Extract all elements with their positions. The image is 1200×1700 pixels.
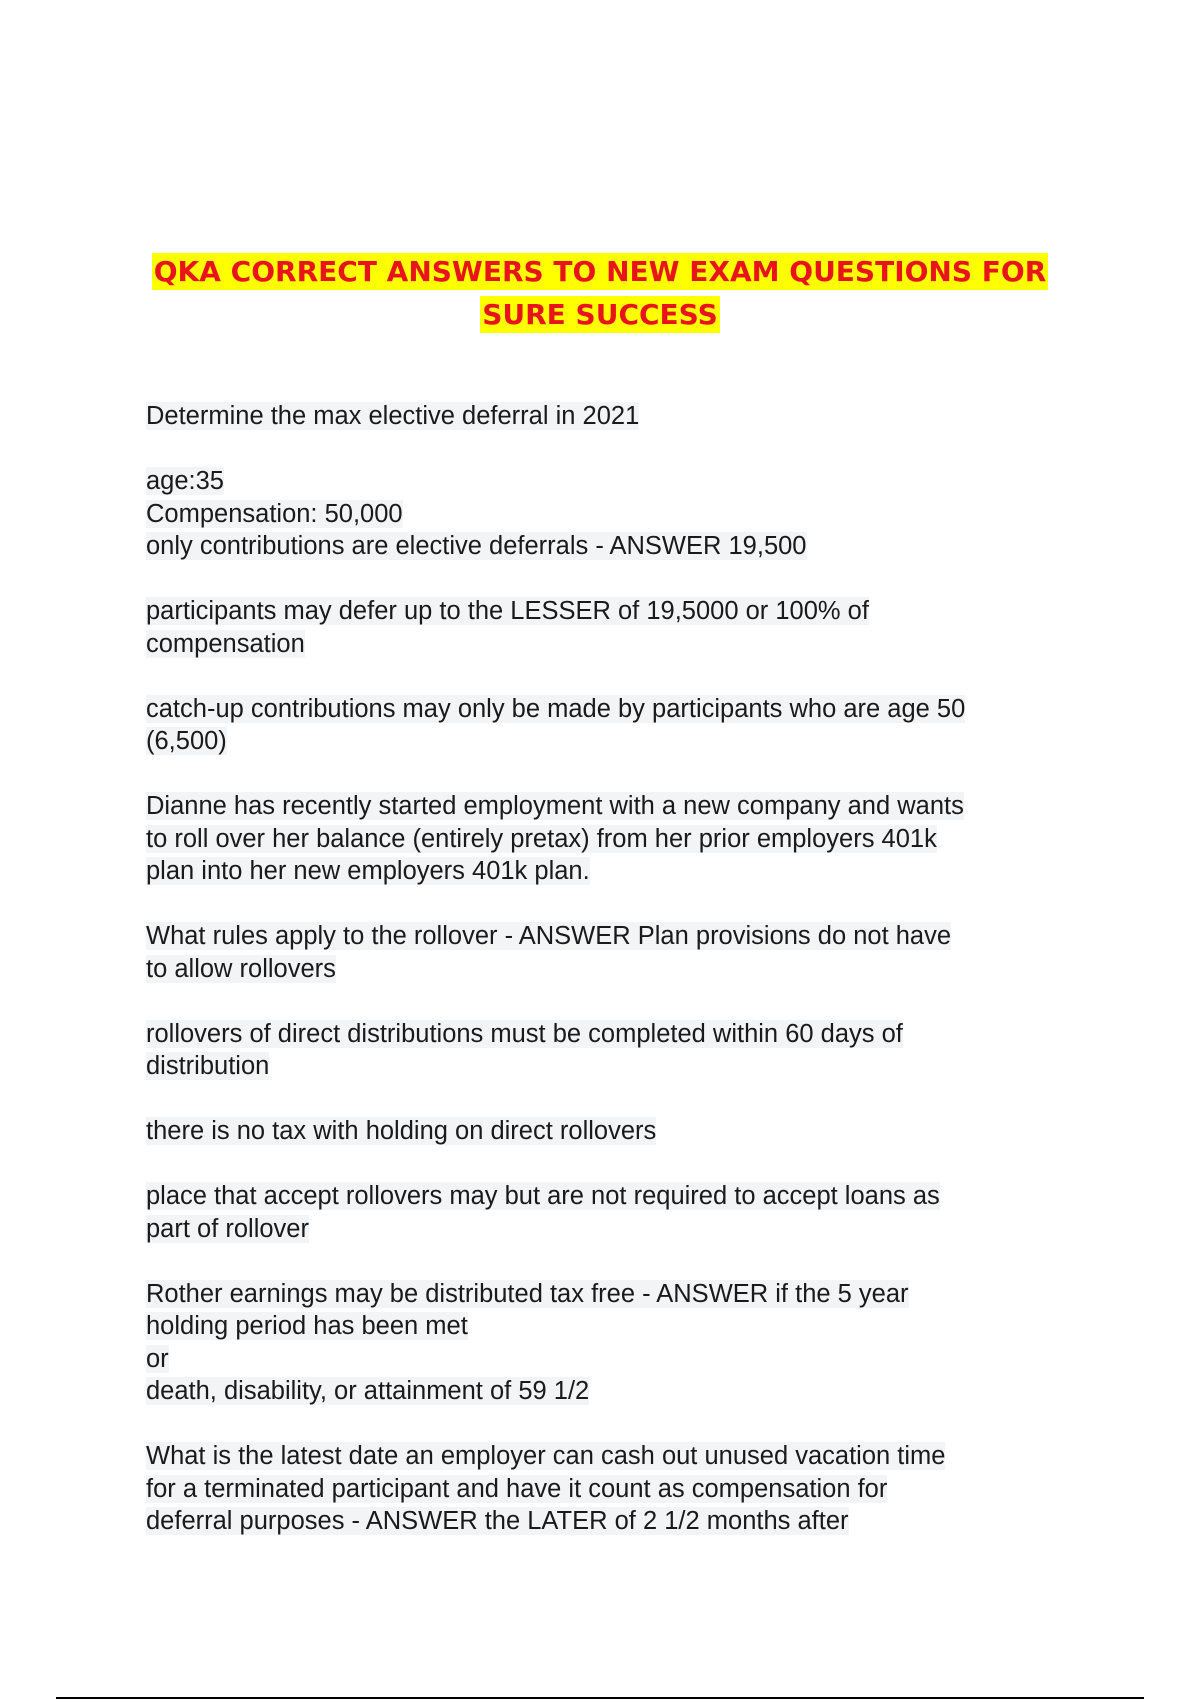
- paragraph: [146, 790, 1076, 888]
- paragraph: [146, 1278, 1076, 1408]
- text-line-content: What rules apply to the rollover - ANSWER Plan provisions do not have: [146, 922, 952, 950]
- text-line: [146, 498, 1076, 531]
- text-line: [146, 790, 1076, 823]
- text-line: [146, 1180, 1076, 1213]
- text-line: [146, 465, 1076, 498]
- text-line-content: deferral purposes - ANSWER the LATER of 2 1/2 months after: [146, 1507, 849, 1535]
- text-line: [146, 855, 1076, 888]
- text-line: [146, 628, 1076, 661]
- paragraph: [146, 400, 1076, 433]
- text-line-content: part of rollover: [146, 1214, 309, 1243]
- paragraph: [146, 693, 1076, 758]
- text-line: [146, 1278, 1076, 1311]
- text-line: [146, 400, 1076, 433]
- paragraph: [146, 1440, 1076, 1538]
- title-line-1: QKA CORRECT ANSWERS TO NEW EXAM QUESTIONS FOR: [153, 255, 1047, 288]
- paragraph: [146, 920, 1076, 985]
- text-line-content: Dianne has recently started employment with a new company and wants: [146, 792, 964, 820]
- text-line-content: What is the latest date an employer can cash out unused vacation time: [146, 1442, 946, 1470]
- text-line: [146, 1375, 1076, 1408]
- text-line: [146, 920, 1076, 953]
- text-line: [146, 530, 1076, 563]
- paragraph: [146, 595, 1076, 660]
- text-line: [146, 1473, 1076, 1506]
- text-line: [146, 1018, 1076, 1051]
- page-bottom-rule: [56, 1697, 1144, 1699]
- text-line-content: age:35: [146, 467, 224, 495]
- text-line-content: distribution: [146, 1052, 270, 1080]
- text-line: [146, 953, 1076, 986]
- text-line-content: to allow rollovers: [146, 954, 336, 983]
- text-line-content: death, disability, or attainment of 59 1/2: [146, 1377, 590, 1405]
- paragraph: [146, 1018, 1076, 1083]
- text-line: [146, 1115, 1076, 1148]
- text-line-content: or: [146, 1344, 169, 1373]
- text-line: [146, 1440, 1076, 1473]
- text-line-content: plan into her new employers 401k plan.: [146, 857, 590, 885]
- text-line: [146, 1505, 1076, 1538]
- title-line-2: SURE SUCCESS: [482, 298, 718, 331]
- text-line-content: holding period has been met: [146, 1312, 468, 1340]
- text-line-content: there is no tax with holding on direct rollovers: [146, 1117, 657, 1145]
- text-line-content: catch-up contributions may only be made by participants who are age 50: [146, 694, 966, 723]
- text-line-content: for a terminated participant and have it count as compensation for: [146, 1474, 888, 1503]
- text-line: [146, 1050, 1076, 1083]
- document-body: [146, 400, 1076, 1570]
- paragraph: [146, 1180, 1076, 1245]
- text-line-content: rollovers of direct distributions must be completed within 60 days of: [146, 1019, 903, 1048]
- document-title: [148, 250, 1052, 336]
- text-line: [146, 595, 1076, 628]
- text-line: [146, 823, 1076, 856]
- paragraph: [146, 1115, 1076, 1148]
- text-line-content: compensation: [146, 629, 305, 658]
- text-line: [146, 693, 1076, 726]
- text-line: [146, 1213, 1076, 1246]
- text-line-content: Rother earnings may be distributed tax free - ANSWER if the 5 year: [146, 1279, 909, 1308]
- paragraph: [146, 465, 1076, 563]
- text-line: [146, 725, 1076, 758]
- text-line-content: Determine the max elective deferral in 2021: [146, 402, 640, 430]
- text-line-content: to roll over her balance (entirely pretax) from her prior employers 401k: [146, 824, 937, 853]
- text-line-content: place that accept rollovers may but are not required to accept loans as: [146, 1182, 940, 1210]
- text-line-content: only contributions are elective deferrals - ANSWER 19,500: [146, 532, 807, 560]
- text-line: [146, 1310, 1076, 1343]
- text-line-content: Compensation: 50,000: [146, 499, 403, 528]
- text-line-content: participants may defer up to the LESSER of 19,5000 or 100% of: [146, 597, 869, 625]
- text-line: [146, 1343, 1076, 1376]
- text-line-content: (6,500): [146, 727, 227, 755]
